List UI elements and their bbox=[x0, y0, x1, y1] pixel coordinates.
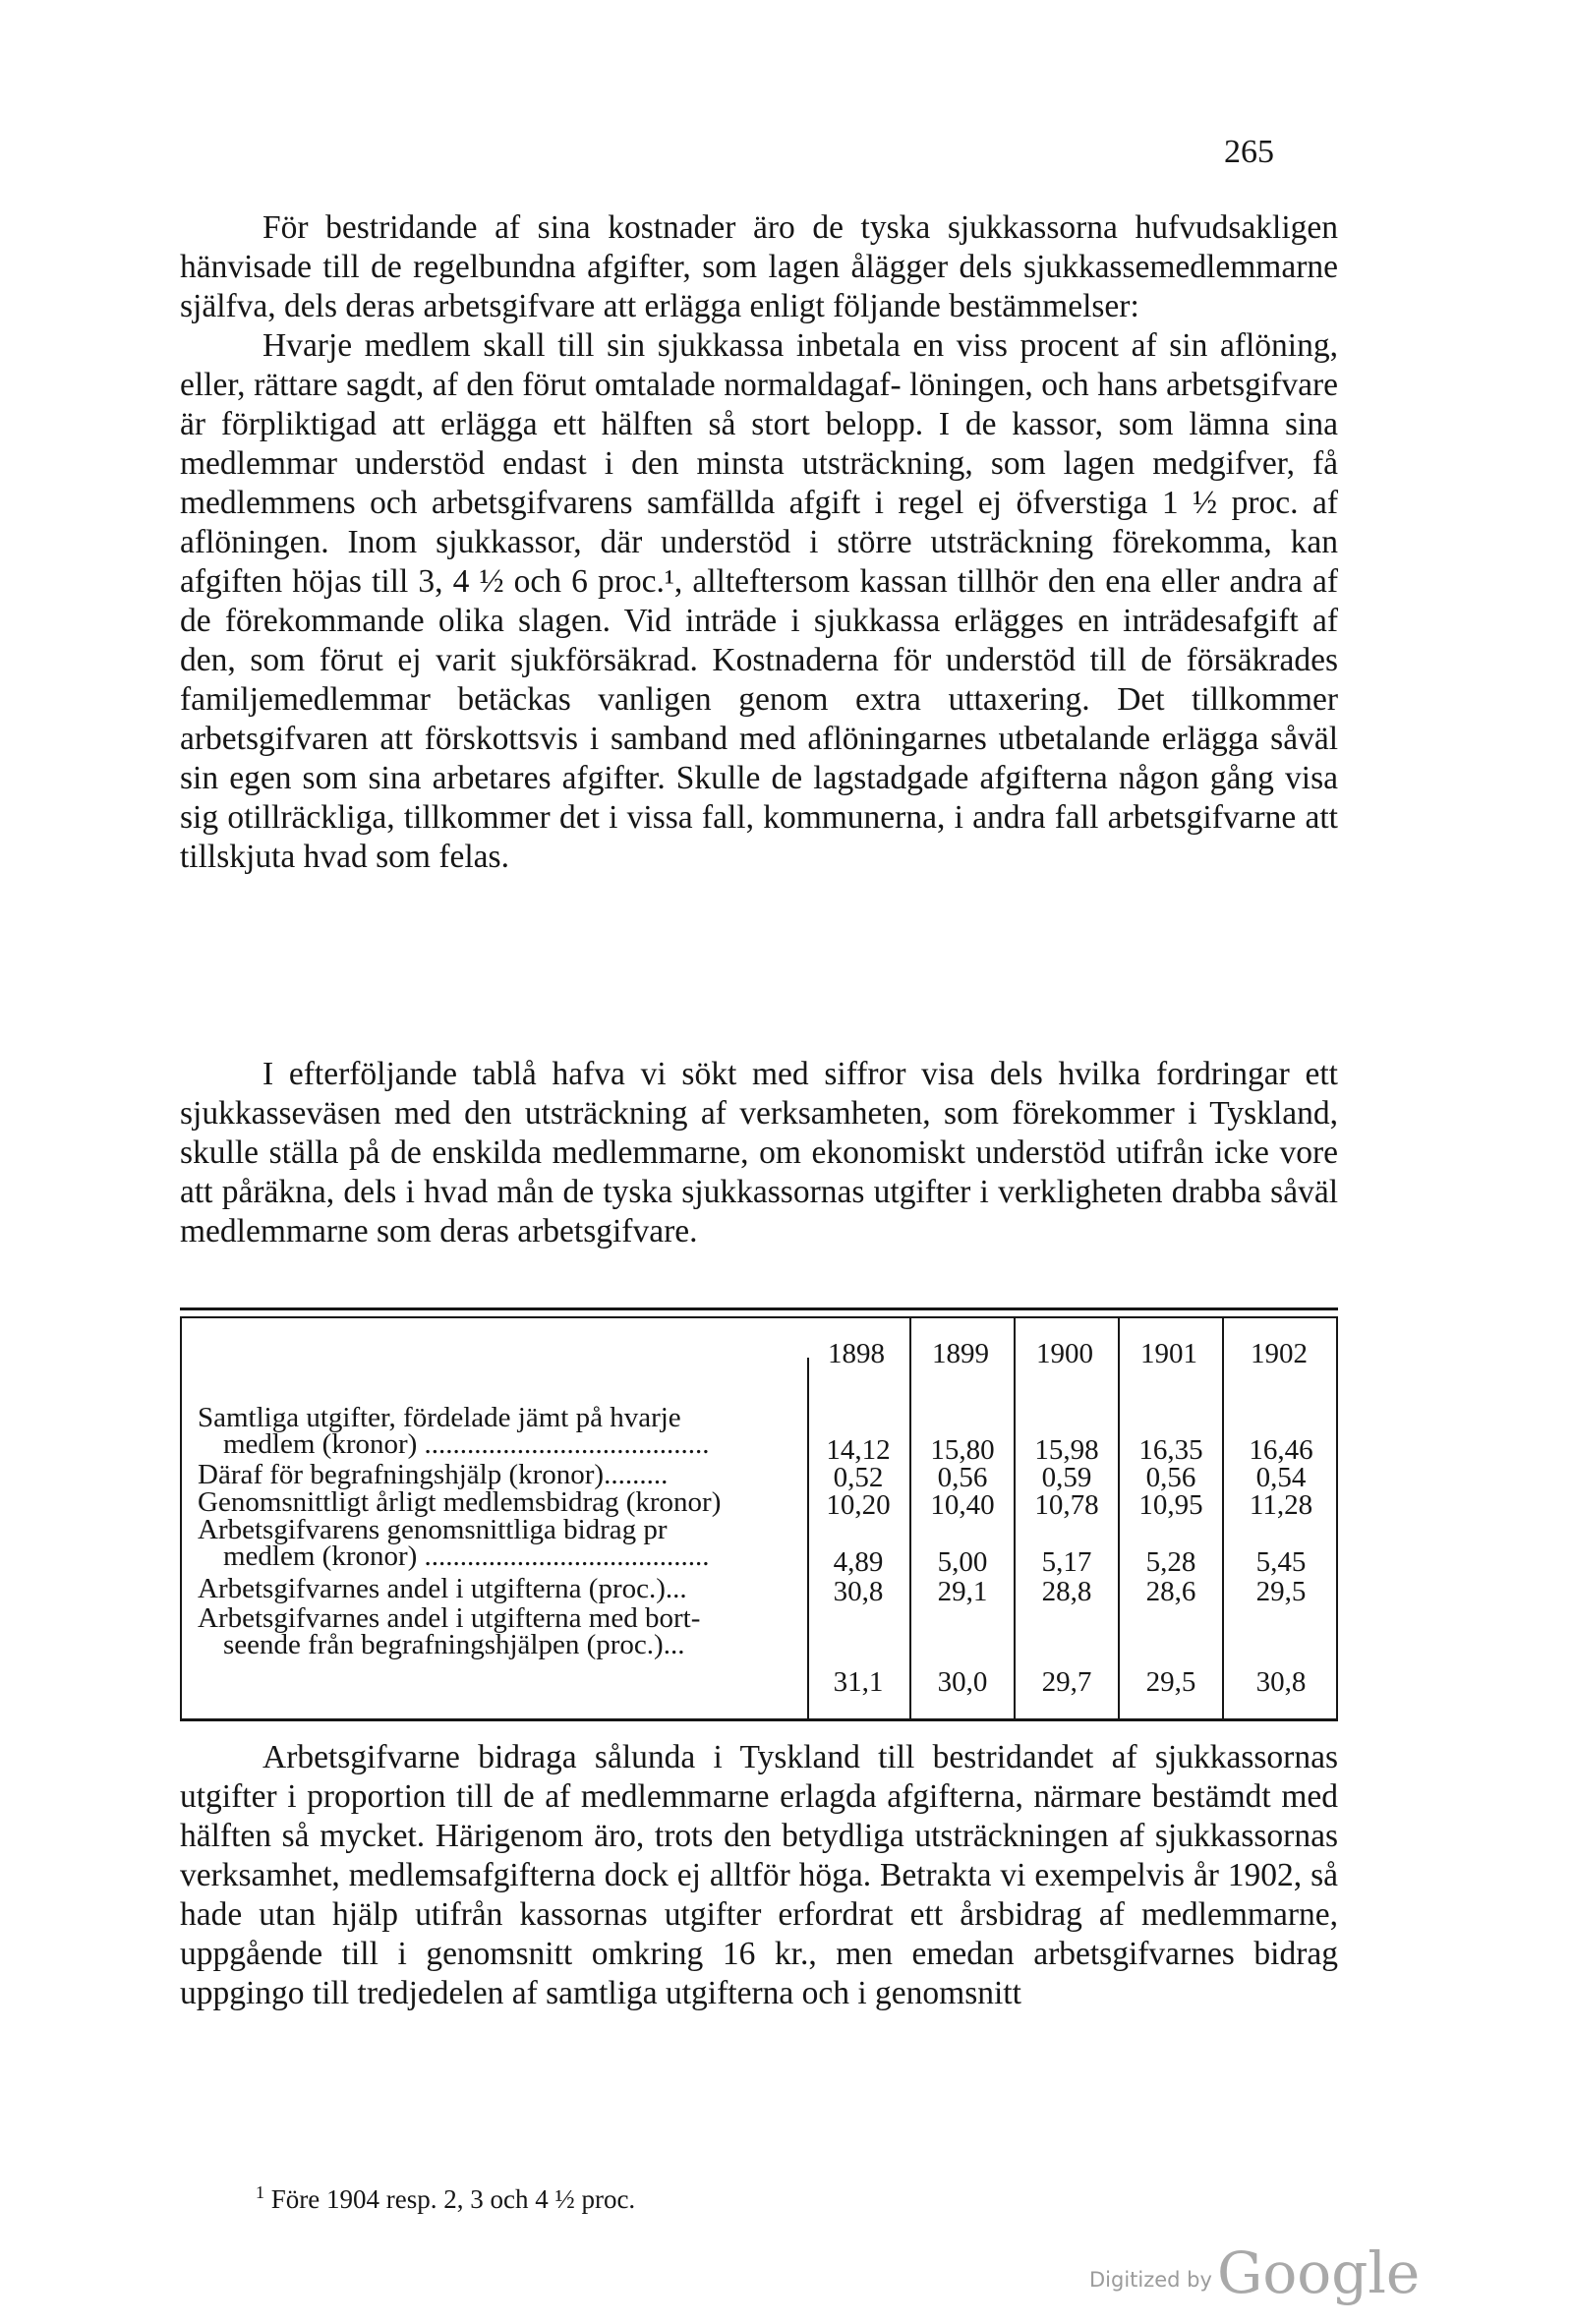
row-label-line: seende från begrafningshjälpen (proc.)... bbox=[223, 1629, 685, 1660]
paragraph: I efterföljande tablå hafva vi sökt med siffror visa dels hvilka fordringar ett sjukkasseväsen med den utsträckning af verksamheten, som förekommer i Tyskland, skulle ställa på de enskilda medlemmarne, om ekonomiskt understöd utifrån icke vore att påräkna, dels i hvad mån de tyska sjukkassornas utgifter i verkligheten drabba såväl medlemmarne som deras arbetsgifvare. bbox=[180, 1056, 1338, 1249]
row-label-line: Genomsnittligt årligt medlemsbidrag (kronor) bbox=[198, 1486, 722, 1518]
paragraph: Arbetsgifvarne bidraga sålunda i Tyskland till bestridandet af sjukkassornas utgifter i proportion till de af medlemmarne erlagda afgifterna, närmare bestämdt med hälften så mycket. Härigenom äro, trots den betydliga utsträckningen af sjukkassornas verksamhet, medlemsafgifterna dock ej alltför höga. Betrakta vi exempelvis år 1902, så hade utan hjälp utifrån kassornas utgifter erfordrat ett årsbidrag af medlemmarne, uppgående till i genomsnitt omkring 16 kr., men emedan arbetsgifvarnes bidrag uppgingo till tredjedelen af samtliga utgifterna och i genomsnitt bbox=[180, 1739, 1338, 2011]
row-label-line: Arbetsgifvarnes andel i utgifterna med bort- bbox=[198, 1602, 701, 1634]
year-header: 1900 bbox=[1036, 1338, 1093, 1369]
table-cell: 0,54 bbox=[1255, 1462, 1307, 1493]
table-cell: 5,28 bbox=[1145, 1546, 1196, 1578]
table-left-border bbox=[180, 1318, 182, 1719]
paragraph: För bestridande af sina kostnader äro de tyska sjukkassorna hufvudsakligen hänvisade till de regelbundna afgifter, som lagen ålägger dels sjukkassemedlemmarne själfva, dels deras arbetsgifvare att erlägga enligt följande bestämmelser: bbox=[180, 209, 1338, 324]
table-cell: 10,20 bbox=[826, 1489, 891, 1521]
table-column-divider bbox=[1118, 1318, 1120, 1719]
year-header: 1902 bbox=[1251, 1338, 1308, 1369]
table-cell: 29,5 bbox=[1145, 1666, 1196, 1698]
footnote bbox=[256, 2182, 635, 2215]
watermark-prefix: Digitized by bbox=[1089, 2268, 1212, 2292]
table-cell: 10,95 bbox=[1138, 1489, 1203, 1521]
table-cell: 16,46 bbox=[1249, 1434, 1313, 1466]
table-cell: 30,8 bbox=[1255, 1666, 1307, 1698]
table-column-divider bbox=[1222, 1318, 1224, 1719]
google-logo: Google bbox=[1217, 2239, 1421, 2306]
year-header: 1901 bbox=[1140, 1338, 1197, 1369]
page-number: 265 bbox=[1224, 134, 1274, 170]
table-row-label bbox=[198, 1573, 827, 1604]
table-cell: 10,78 bbox=[1034, 1489, 1099, 1521]
body-text-bottom bbox=[180, 1738, 1338, 2013]
row-label-line: Samtliga utgifter, fördelade jämt på hvarje bbox=[198, 1402, 681, 1433]
body-text-intro-table bbox=[180, 1055, 1338, 1251]
table-cell: 15,80 bbox=[930, 1434, 995, 1466]
table-row-label bbox=[198, 1486, 827, 1518]
table-cell: 0,52 bbox=[833, 1462, 884, 1493]
table-cell: 29,1 bbox=[937, 1576, 988, 1607]
table-row-label bbox=[198, 1602, 827, 1660]
table-cell: 4,89 bbox=[833, 1546, 884, 1578]
table-cell: 29,7 bbox=[1041, 1666, 1092, 1698]
footnote-text: Före 1904 resp. 2, 3 och 4 ½ proc. bbox=[270, 2184, 636, 2214]
table-column-divider bbox=[1014, 1318, 1016, 1719]
row-label-line: Däraf för begrafningshjälp (kronor)......... bbox=[198, 1459, 669, 1490]
table-top-rule bbox=[180, 1307, 1338, 1310]
table-column-divider bbox=[909, 1318, 911, 1719]
year-header: 1899 bbox=[932, 1338, 989, 1369]
body-text-top bbox=[180, 208, 1338, 877]
table-cell: 5,17 bbox=[1041, 1546, 1092, 1578]
row-label-line: Arbetsgifvarens genomsnittliga bidrag pr bbox=[198, 1514, 668, 1545]
table-cell: 14,12 bbox=[826, 1434, 891, 1466]
paragraph: Hvarje medlem skall till sin sjukkassa inbetala en viss procent af sin aflöning, eller, rättare sagdt, af den förut omtalade normaldagaf- löningen, och hans arbetsgifvare är förpliktigad att erlägga ett hälften så stort belopp. I de kassor, som lämna sina medlemmar understöd endast i den minsta utsträckning, som lagen medgifver, få medlemmens och arbetsgifvarens samfällda afgift i regel ej öfverstiga 1 ½ proc. af aflöningen. Inom sjukkassor, där understöd i större utsträckning förekomma, kan afgiften höjas till 3, 4 ½ och 6 proc.¹, allteftersom kassan tillhör den ena eller andra af de förekommande olika slagen. Vid inträde i sjukkassa erlägges en inträdesafgift af den, som förut ej varit sjukförsäkrad. Kostnaderna för understöd till de försäkrades familjemedlemmar betäckas vanligen genom extra uttaxering. Det tillkommer arbetsgifvaren att förskottsvis i samband med aflöningarnes utbetalande erlägga såväl sin egen som sina arbetares afgifter. Skulle de lagstadgade afgifterna någon gång visa sig otillräckliga, tillkommer det i vissa fall, kommunerna, i andra fall arbetsgifvarne att tillskjuta hvad som felas. bbox=[180, 327, 1338, 875]
table-cell: 0,56 bbox=[1145, 1462, 1196, 1493]
digitized-watermark bbox=[1089, 2239, 1420, 2306]
table-row-label bbox=[198, 1459, 827, 1490]
table-cell: 28,8 bbox=[1041, 1576, 1092, 1607]
table-cell: 0,56 bbox=[937, 1462, 988, 1493]
row-label-line: medlem (kronor) ........................................ bbox=[223, 1540, 710, 1572]
table-cell: 0,59 bbox=[1041, 1462, 1092, 1493]
table-cell: 29,5 bbox=[1255, 1576, 1307, 1607]
table-cell: 30,0 bbox=[937, 1666, 988, 1698]
table-row-label bbox=[198, 1514, 827, 1572]
footnote-marker: 1 bbox=[256, 2182, 264, 2202]
statistics-table bbox=[180, 1318, 1338, 1719]
table-cell: 28,6 bbox=[1145, 1576, 1196, 1607]
table-cell: 16,35 bbox=[1138, 1434, 1203, 1466]
table-cell: 11,28 bbox=[1249, 1489, 1313, 1521]
table-row-label bbox=[198, 1402, 827, 1460]
table-cell: 5,45 bbox=[1255, 1546, 1307, 1578]
table-cell: 31,1 bbox=[833, 1666, 884, 1698]
table-cell: 10,40 bbox=[930, 1489, 995, 1521]
table-cell: 15,98 bbox=[1034, 1434, 1099, 1466]
table-cell: 30,8 bbox=[833, 1576, 884, 1607]
table-cell: 5,00 bbox=[937, 1546, 988, 1578]
row-label-line: Arbetsgifvarnes andel i utgifterna (proc.)... bbox=[198, 1573, 687, 1604]
row-label-line: medlem (kronor) ........................................ bbox=[223, 1428, 710, 1460]
table-bottom-rule bbox=[180, 1718, 1338, 1721]
year-header: 1898 bbox=[828, 1338, 885, 1369]
table-right-border bbox=[1336, 1318, 1338, 1719]
